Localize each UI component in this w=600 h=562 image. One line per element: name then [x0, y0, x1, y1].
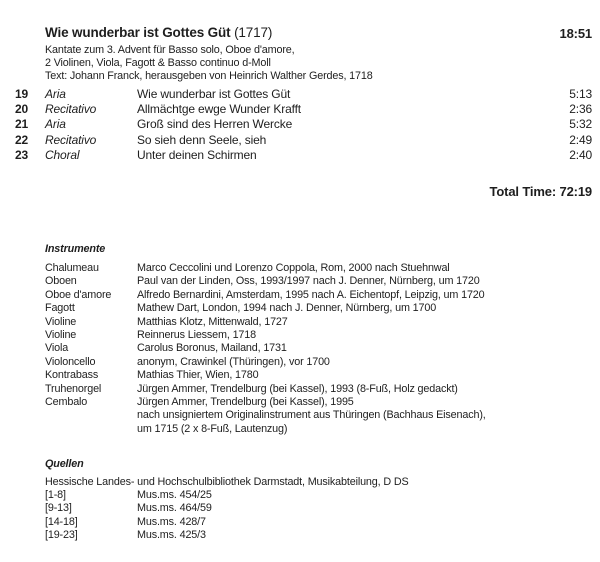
track-time: 2:36 [569, 102, 592, 117]
instrument-name: Oboe d'amore [45, 288, 112, 301]
instrument-row [45, 329, 592, 342]
source-row [45, 489, 592, 502]
work-year: (1717) [234, 25, 273, 40]
work-subtitle-line: 2 Violinen, Viola, Fagott & Basso continuo d-Moll [45, 56, 271, 69]
instrument-desc-line: Alfredo Bernardini, Amsterdam, 1995 nach A. Eichentopf, Leipzig, um 1720 [137, 288, 485, 301]
track-genre: Recitativo [45, 132, 97, 147]
track-row [15, 117, 592, 132]
source-track-range: [19-23] [45, 528, 78, 541]
track-number: 22 [15, 132, 29, 147]
instrument-row [45, 342, 592, 355]
source-shelfmark: Mus.ms. 428/7 [137, 515, 206, 528]
instrument-desc [137, 289, 592, 302]
work-subtitle-line: Kantate zum 3. Advent für Basso solo, Oboe d'amore, [45, 44, 295, 56]
instrument-desc-line: nach unsigniertem Originalinstrument aus Thüringen (Bachhaus Eisenach), [137, 409, 486, 422]
instrument-desc [137, 329, 592, 342]
instrument-row [45, 262, 592, 275]
instrument-name: Truhenorgel [45, 382, 102, 395]
source-shelfmark: Mus.ms. 454/25 [137, 489, 212, 502]
track-row [15, 87, 592, 102]
instrument-desc-line: anonym, Crawinkel (Thüringen), vor 1700 [137, 355, 330, 368]
instrument-desc [137, 316, 592, 329]
work-header [45, 25, 530, 83]
instrument-name: Fagott [45, 302, 75, 315]
track-row [15, 133, 592, 148]
track-title: Allmächtge ewge Wunder Krafft [137, 102, 301, 117]
total-time: Total Time: 72:19 [489, 184, 592, 199]
track-title: Groß sind des Herren Wercke [137, 117, 293, 132]
track-genre: Choral [45, 147, 80, 162]
instruments-section [45, 243, 592, 436]
instrument-name: Chalumeau [45, 262, 99, 274]
track-title: Unter deinen Schirmen [137, 147, 257, 162]
instrument-desc [137, 369, 592, 382]
instrument-desc-line: Marco Ceccolini und Lorenzo Coppola, Rom, 2000 nach Stuehnwal [137, 262, 450, 274]
instrument-name: Viola [45, 342, 69, 355]
instrument-desc [137, 356, 592, 369]
source-shelfmark: Mus.ms. 464/59 [137, 502, 212, 515]
instrument-desc-line: Matthias Klotz, Mittenwald, 1727 [137, 315, 288, 328]
source-track-range: [1-8] [45, 489, 66, 502]
work-subtitle-line: Text: Johann Franck, herausgeben von Heinrich Walther Gerdes, 1718 [45, 69, 373, 82]
track-row [15, 102, 592, 117]
track-title: Wie wunderbar ist Gottes Güt [137, 87, 291, 101]
instrument-desc [137, 302, 592, 315]
work-title-text: Wie wunderbar ist Gottes Güt [45, 25, 231, 40]
source-row [45, 516, 592, 529]
source-track-range: [9-13] [45, 502, 72, 515]
instrument-desc-line: Mathias Thier, Wien, 1780 [137, 369, 259, 382]
instrument-row [45, 275, 592, 288]
sources-section [45, 458, 592, 542]
track-title: So sieh denn Seele, sieh [137, 132, 267, 147]
instrument-name: Cembalo [45, 396, 88, 409]
source-track-range: [14-18] [45, 515, 78, 528]
track-genre: Aria [45, 87, 66, 101]
track-time: 2:49 [569, 132, 592, 147]
sources-heading: Quellen [45, 458, 84, 470]
work-subtitles [45, 44, 530, 83]
instrument-name: Violoncello [45, 355, 96, 368]
instrument-desc-line: Jürgen Ammer, Trendelburg (bei Kassel), 1993 (8-Fuß, Holz gedackt) [137, 382, 458, 395]
instrument-name: Oboen [45, 275, 77, 288]
source-row [45, 529, 592, 542]
instrument-name: Violine [45, 315, 77, 328]
instrument-desc-line: Mathew Dart, London, 1994 nach J. Denner, Nürnberg, um 1700 [137, 302, 437, 315]
instrument-row [45, 302, 592, 315]
track-genre: Recitativo [45, 102, 97, 117]
track-number: 23 [15, 147, 29, 162]
instrument-rows [45, 262, 592, 436]
instrument-desc [137, 275, 592, 288]
instruments-heading: Instrumente [45, 243, 106, 255]
track-time: 5:32 [569, 117, 592, 132]
instrument-desc [137, 383, 592, 396]
instrument-desc [137, 342, 592, 355]
source-row [45, 502, 592, 515]
instrument-row [45, 316, 592, 329]
instrument-row [45, 356, 592, 369]
track-genre: Aria [45, 117, 66, 132]
instrument-desc-line: Paul van der Linden, Oss, 1993/1997 nach J. Denner, Nürnberg, um 1720 [137, 275, 480, 288]
source-library: Hessische Landes- und Hochschulbibliothek Darmstadt, Musikabteilung, D DS [45, 476, 409, 488]
instrument-name: Violine [45, 329, 77, 342]
track-number: 21 [15, 117, 29, 132]
track-list [15, 87, 592, 163]
instrument-desc-line: Jürgen Ammer, Trendelburg (bei Kassel), 1995 [137, 396, 354, 409]
instrument-desc [137, 396, 592, 436]
track-number: 19 [15, 87, 29, 101]
instrument-row [45, 369, 592, 382]
instrument-desc-line: Carolus Boronus, Mailand, 1731 [137, 342, 287, 355]
track-time: 2:40 [569, 147, 592, 162]
track-row [15, 148, 592, 163]
instrument-desc [137, 262, 592, 275]
work-title [45, 25, 530, 41]
source-rows [45, 489, 592, 542]
instrument-row [45, 289, 592, 302]
instrument-row [45, 396, 592, 436]
source-shelfmark: Mus.ms. 425/3 [137, 528, 206, 541]
instrument-row [45, 383, 592, 396]
work-duration: 18:51 [559, 26, 592, 41]
instrument-desc-line: um 1715 (2 x 8-Fuß, Lautenzug) [137, 422, 288, 435]
track-time: 5:13 [569, 87, 592, 101]
instrument-name: Kontrabass [45, 369, 99, 382]
instrument-desc-line: Reinnerus Liessem, 1718 [137, 329, 256, 342]
track-number: 20 [15, 102, 29, 117]
